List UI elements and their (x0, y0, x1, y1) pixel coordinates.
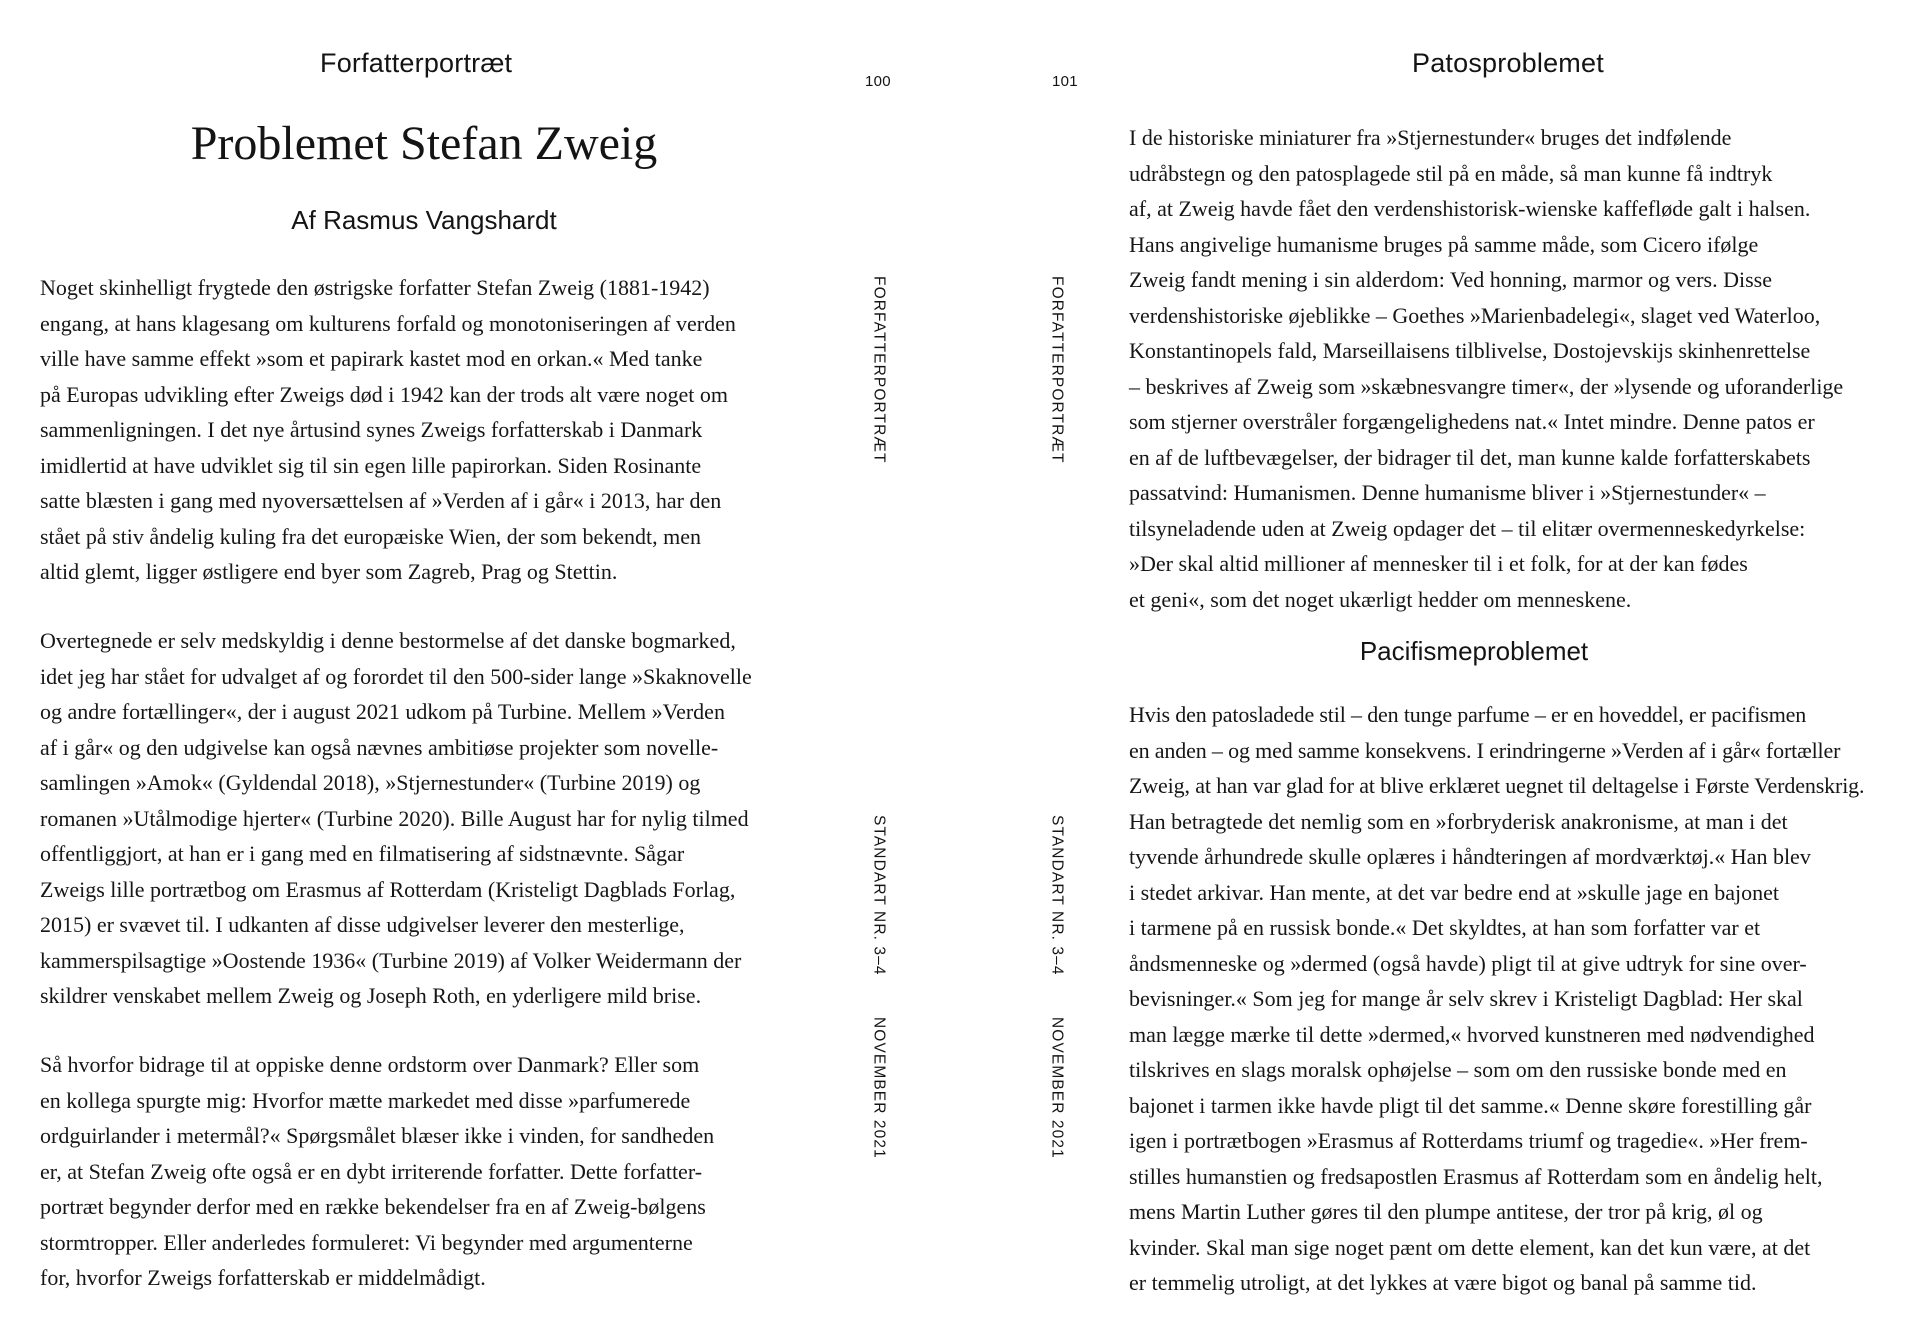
text-line: kvinder. Skal man sige noget pænt om dette element, kan det kun være, at det (1129, 1234, 1811, 1260)
text-line: er, at Stefan Zweig ofte også er en dybt irriterende forfatter. Dette forfatter- (40, 1158, 703, 1184)
text-line: Hans angivelige humanisme bruges på samme måde, som Cicero ifølge (1129, 231, 1759, 257)
text-line: Noget skinhelligt frygtede den østrigske forfatter Stefan Zweig (1881-1942) (40, 275, 710, 300)
left-page-number: 100 (865, 73, 891, 90)
left-section-header: Forfatterportræt (320, 48, 513, 78)
pacifism-subheading: Pacifismeproblemet (1359, 636, 1589, 666)
text-line: tilskrives en slags moralsk ophøjelse – som om den russiske bonde med en (1129, 1057, 1787, 1082)
text-line: Han betragtede det nemlig som en »forbryderisk anakronisme, at man i det (1129, 808, 1788, 834)
text-line: Konstantinopels fald, Marseillaisens tilblivelse, Dostojevskijs skinhenrettelse (1129, 338, 1811, 363)
text-line: stormtropper. Eller anderledes formuleret: Vi begynder med argumenterne (40, 1229, 693, 1255)
text-line: åndsmenneske og »dermed (også havde) pligt til at give udtryk for sine over- (1129, 950, 1807, 976)
text-line: ordguirlander i metermål?« Spørgsmålet blæser ikke i vinden, for sandheden (40, 1123, 715, 1148)
right-spine-section: FORFATTERPORTRÆT (1048, 276, 1066, 464)
right-page-number: 101 (1052, 73, 1078, 90)
text-line: passatvind: Humanismen. Denne humanisme bliver i »Stjernestunder« – (1129, 480, 1766, 505)
text-line: ville have samme effekt »som et papirark kastet mod en orkan.« Med tanke (40, 346, 703, 371)
text-line: tilsyneladende uden at Zweig opdager det – til elitær overmenneskedyrkelse: (1129, 515, 1806, 541)
text-line: bevisninger.« Som jeg for mange år selv skrev i Kristeligt Dagblad: Her skal (1129, 986, 1803, 1011)
text-line: verdenshistoriske øjeblikke – Goethes »Marienbadelegi«, slaget ved Waterloo, (1129, 302, 1821, 328)
text-line: engang, at hans klagesang om kulturens forfald og monotoniseringen af verden (40, 310, 736, 336)
text-line: et geni«, som det noget ukærligt hedder om menneskene. (1129, 586, 1632, 612)
article-title: Problemet Stefan Zweig (190, 117, 658, 170)
text-line: portræt begynder derfor med en række bekendelser fra en af Zweig-bølgens (40, 1194, 706, 1219)
text-line: i stedet arkivar. Han mente, at det var bedre end at »skulle jage en bajonet (1129, 879, 1779, 905)
right-spine-issue: STANDART NR. 3–4 (1048, 815, 1066, 976)
text-line: kammerspilsagtige »Oostende 1936« (Turbine 2019) af Volker Weidermann der (40, 947, 742, 973)
text-line: en kollega spurgte mig: Hvorfor mætte markedet med disse »parfumerede (40, 1087, 691, 1113)
text-line: altid glemt, ligger østligere end byer som Zagreb, Prag og Stettin. (40, 559, 618, 584)
text-line: igen i portrætbogen »Erasmus af Rotterdams triumf og tragedie«. »Her frem- (1129, 1128, 1808, 1153)
text-line: Hvis den patosladede stil – den tunge parfume – er en hoveddel, er pacifismen (1129, 702, 1807, 727)
text-line: idet jeg har stået for udvalget af og forordet til den 500-sider lange »Skaknovelle (40, 663, 752, 689)
text-line: af, at Zweig havde fået den verdenshistorisk-wienske kaffefløde galt i halsen. (1129, 196, 1811, 221)
text-line: en anden – og med samme konsekvens. I erindringerne »Verden af i går« fortæller (1129, 737, 1841, 763)
text-line: skildrer venskabet mellem Zweig og Joseph Roth, en yderligere mild brise. (40, 983, 702, 1008)
text-line: tyvende århundrede skulle oplæres i håndteringen af mordværktøj.« Han blev (1129, 844, 1811, 869)
text-line: samlingen »Amok« (Gyldendal 2018), »Stjernestunder« (Turbine 2019) og (40, 770, 701, 795)
text-line: mens Martin Luther gøres til den plumpe antitese, der tror på krig, øl og (1129, 1199, 1763, 1224)
byline: Af Rasmus Vangshardt (291, 205, 557, 235)
text-line: Zweig fandt mening i sin alderdom: Ved honning, marmor og vers. Disse (1129, 267, 1772, 292)
text-line: og andre fortællinger«, der i august 2021 udkom på Turbine. Mellem »Verden (40, 699, 725, 724)
text-line: en af de luftbevægelser, der bidrager til det, man kunne kalde forfatterskabets (1129, 444, 1811, 470)
text-line: på Europas udvikling efter Zweigs død i 1942 kan der trods alt være noget om (40, 381, 728, 407)
right-paragraph-1 (1129, 120, 1843, 617)
text-line: for, hvorfor Zweigs forfatterskab er middelmådigt. (40, 1265, 486, 1290)
text-line: Overtegnede er selv medskyldig i denne bestormelse af det danske bogmarked, (40, 628, 736, 653)
text-line: stået på stiv åndelig kuling fra det europæiske Wien, der som bekendt, men (40, 523, 701, 549)
right-paragraph-2 (1129, 697, 1864, 1301)
text-line: er temmelig utroligt, at det lykkes at være bigot og banal på samme tid. (1129, 1270, 1757, 1295)
text-line: offentliggjort, at han er i gang med en filmatisering af sidstnævnte. Sågar (40, 841, 685, 866)
text-line: – beskrives af Zweig som »skæbnesvangre timer«, der »lysende og uforanderlige (1129, 373, 1844, 399)
text-line: Så hvorfor bidrage til at oppiske denne ordstorm over Danmark? Eller som (40, 1052, 700, 1077)
text-line: Zweig, at han var glad for at blive erklæret uegnet til deltagelse i Første Verdenskrig. (1129, 773, 1865, 798)
text-line: stilles humanstien og fredsapostlen Erasmus af Rotterdam som en åndelig helt, (1129, 1163, 1823, 1189)
right-section-header: Patosproblemet (1412, 48, 1604, 78)
left-spine-date: NOVEMBER 2021 (870, 1017, 888, 1159)
text-line: udråbstegn og den patosplagede stil på en måde, så man kunne få indtryk (1129, 160, 1773, 186)
left-paragraph-3 (40, 1047, 714, 1296)
text-line: I de historiske miniaturer fra »Stjernestunder« bruges det indfølende (1129, 125, 1732, 150)
text-line: romanen »Utålmodige hjerter« (Turbine 2020). Bille August har for nylig tilmed (40, 805, 749, 831)
text-line: satte blæsten i gang med nyoversættelsen af »Verden af i går« i 2013, har den (40, 488, 722, 513)
text-line: Zweigs lille portrætbog om Erasmus af Rotterdam (Kristeligt Dagblads Forlag, (40, 876, 736, 902)
left-spine-section: FORFATTERPORTRÆT (870, 276, 888, 464)
left-paragraph-1 (40, 270, 736, 590)
text-line: som stjerner overstråler forgængelighedens nat.« Intet mindre. Denne patos er (1129, 409, 1815, 434)
text-line: i tarmene på en russisk bonde.« Det skyldtes, at han som forfatter var et (1129, 915, 1761, 940)
left-spine-issue: STANDART NR. 3–4 (870, 815, 888, 976)
text-line: af i går« og den udgivelse kan også nævnes ambitiøse projekter som novelle- (40, 734, 719, 760)
text-line: imidlertid at have udviklet sig til sin egen lille papirorkan. Siden Rosinante (40, 452, 702, 478)
text-line: bajonet i tarmen ikke havde pligt til det samme.« Denne skøre forestilling går (1129, 1092, 1812, 1118)
text-line: man lægge mærke til dette »dermed,« hvorved kunstneren med nødvendighed (1129, 1021, 1815, 1047)
text-line: »Der skal altid millioner af mennesker til i et folk, for at der kan fødes (1129, 551, 1748, 576)
right-page (960, 0, 1920, 1328)
text-line: 2015) er svævet til. I udkanten af disse udgivelser leverer den mesterlige, (40, 912, 685, 937)
left-paragraph-2 (40, 623, 752, 1014)
right-spine-date: NOVEMBER 2021 (1048, 1017, 1066, 1159)
text-line: sammenligningen. I det nye årtusind synes Zweigs forfatterskab i Danmark (40, 417, 703, 442)
